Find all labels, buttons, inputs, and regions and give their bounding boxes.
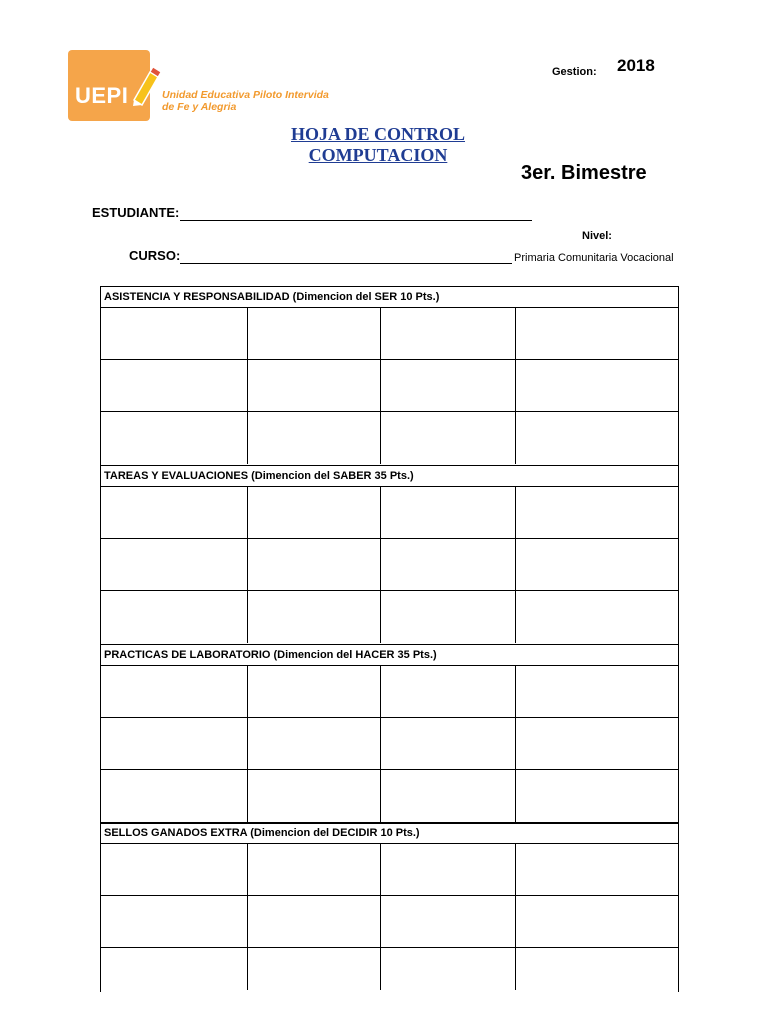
section-saber [100,465,679,645]
table-row [101,487,678,539]
table-row [101,948,678,990]
table-cell[interactable] [101,666,248,717]
logo-subtitle-line1: Unidad Educativa Piloto Intervida [162,89,329,101]
table-cell[interactable] [516,896,678,947]
table-cell[interactable] [516,770,678,822]
table-cell[interactable] [516,718,678,769]
table-cell[interactable] [101,539,248,590]
table-cell[interactable] [381,412,516,464]
table-cell[interactable] [516,487,678,538]
nivel-value: Primaria Comunitaria Vocacional [514,252,674,264]
table-row [101,412,678,464]
table-cell[interactable] [248,948,381,990]
nivel-label: Nivel: [582,230,612,242]
table-cell[interactable] [248,487,381,538]
section-ser [100,286,679,466]
table-row [101,666,678,718]
table-cell[interactable] [381,487,516,538]
table-cell[interactable] [381,308,516,359]
gestion-label: Gestion: [552,66,597,78]
table-cell[interactable] [516,539,678,590]
table-cell[interactable] [101,360,248,411]
table-row [101,360,678,412]
table-cell[interactable] [101,948,248,990]
curso-label: CURSO: [129,248,181,263]
table-cell[interactable] [248,308,381,359]
table-row [101,591,678,643]
section-header: SELLOS GANADOS EXTRA (Dimencion del DECIDIR 10 Pts.) [101,823,678,844]
pencil-icon [128,66,162,106]
section-header: ASISTENCIA Y RESPONSABILIDAD (Dimencion del SER 10 Pts.) [101,287,678,308]
table-cell[interactable] [248,666,381,717]
table-cell[interactable] [516,360,678,411]
table-cell[interactable] [248,360,381,411]
logo-subtitle [162,89,329,113]
table-cell[interactable] [381,844,516,895]
table-cell[interactable] [101,308,248,359]
gestion-year: 2018 [617,56,655,75]
table-row [101,539,678,591]
table-cell[interactable] [101,718,248,769]
table-cell[interactable] [101,770,248,822]
table-cell[interactable] [516,948,678,990]
page-title-line1: HOJA DE CONTROL [290,124,466,144]
page-title-line2: COMPUTACION [308,145,448,165]
table-cell[interactable] [248,896,381,947]
table-cell[interactable] [381,770,516,822]
table-cell[interactable] [381,896,516,947]
table-row [101,770,678,822]
table-cell[interactable] [248,770,381,822]
table-cell[interactable] [101,487,248,538]
estudiante-field[interactable] [180,220,532,221]
section-header: PRACTICAS DE LABORATORIO (Dimencion del HACER 35 Pts.) [101,645,678,666]
table-cell[interactable] [516,412,678,464]
section-header: TAREAS Y EVALUACIONES (Dimencion del SABER 35 Pts.) [101,466,678,487]
table-cell[interactable] [101,412,248,464]
table-cell[interactable] [381,718,516,769]
table-row [101,844,678,896]
table-cell[interactable] [248,718,381,769]
curso-field[interactable] [180,263,512,264]
table-cell[interactable] [101,591,248,643]
table-cell[interactable] [516,666,678,717]
table-cell[interactable] [248,412,381,464]
table-row [101,896,678,948]
table-cell[interactable] [248,591,381,643]
section-decidir [100,822,679,992]
table-row [101,718,678,770]
logo-subtitle-line2: de Fe y Alegria [162,101,237,113]
table-cell[interactable] [248,844,381,895]
bimestre-label: 3er. Bimestre [521,162,647,184]
table-cell[interactable] [381,948,516,990]
table-cell[interactable] [248,539,381,590]
table-cell[interactable] [101,844,248,895]
table-row [101,308,678,360]
table-cell[interactable] [381,360,516,411]
logo-acronym: UEPI [75,83,129,108]
estudiante-label: ESTUDIANTE: [92,205,180,220]
table-cell[interactable] [381,666,516,717]
table-cell[interactable] [516,844,678,895]
table-cell[interactable] [101,896,248,947]
table-cell[interactable] [516,308,678,359]
table-cell[interactable] [381,591,516,643]
table-cell[interactable] [381,539,516,590]
section-hacer [100,644,679,824]
table-cell[interactable] [516,591,678,643]
